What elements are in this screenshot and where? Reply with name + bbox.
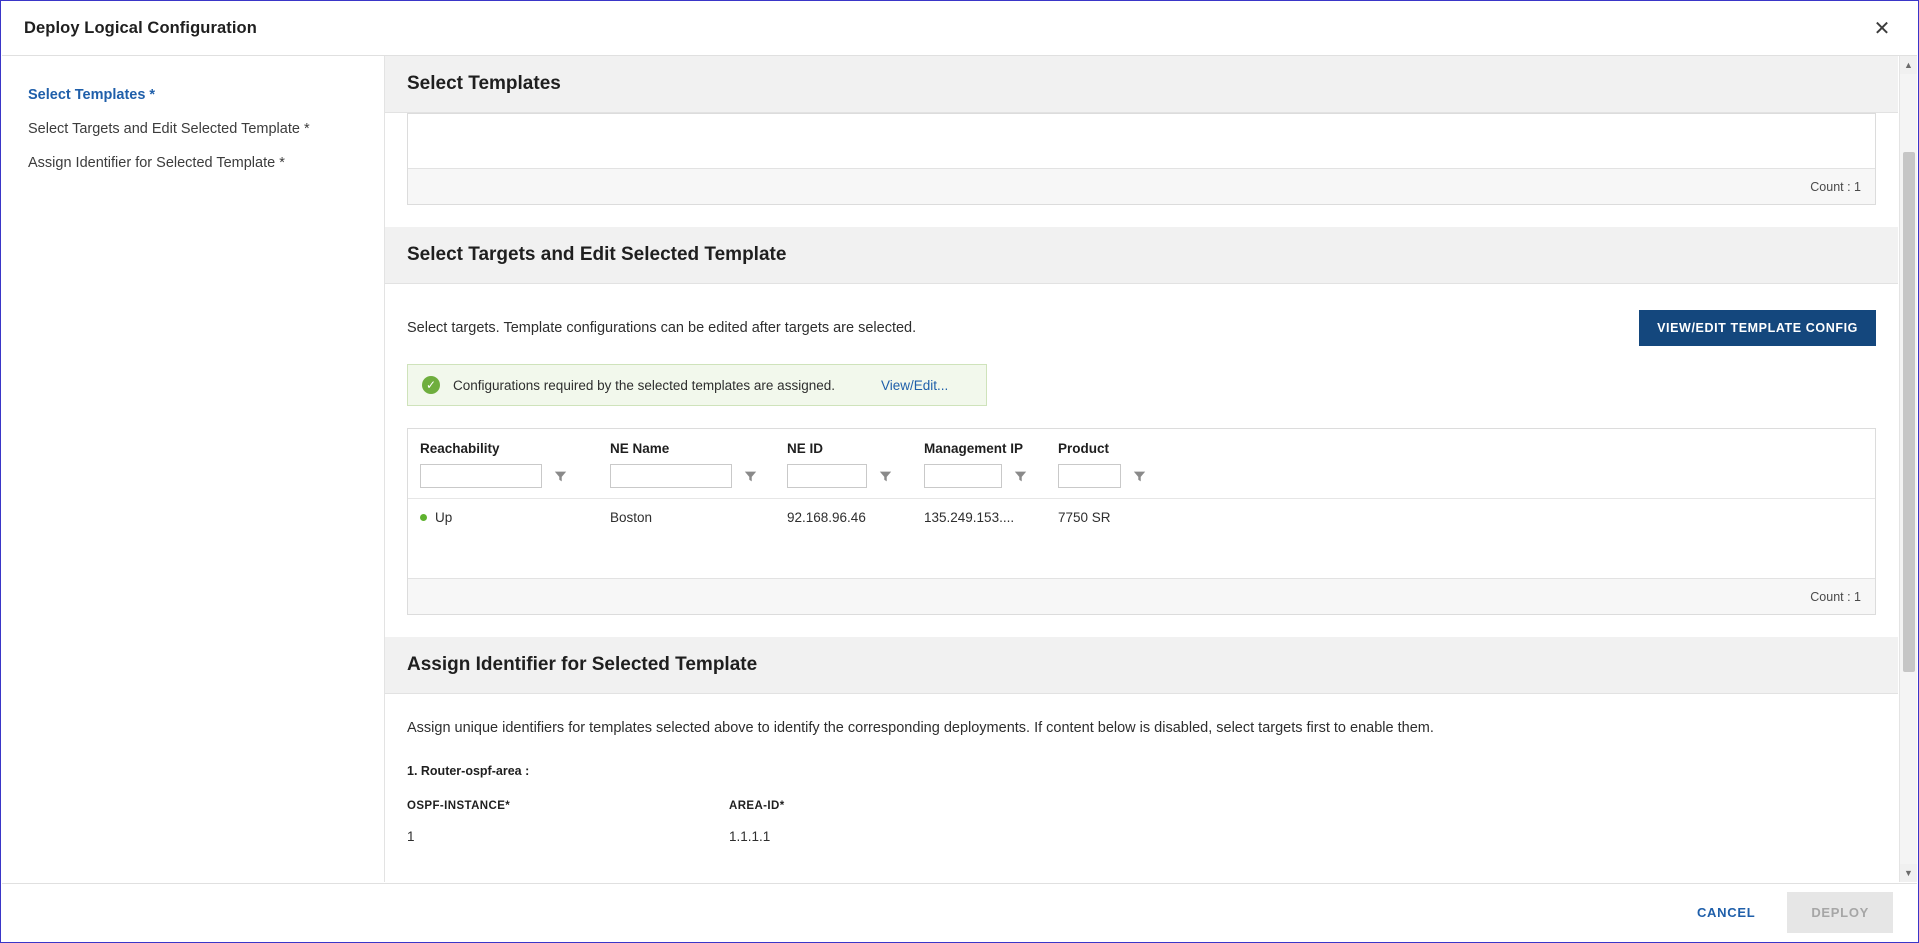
templates-table-body bbox=[408, 114, 1875, 168]
field-label-ospf-instance: OSPF-INSTANCE* bbox=[407, 800, 511, 812]
alert-message: Configurations required by the selected templates are assigned. bbox=[453, 377, 835, 393]
cell-ne-id: 92.168.96.46 bbox=[787, 510, 866, 525]
scrollbar-thumb[interactable] bbox=[1903, 152, 1915, 672]
templates-table bbox=[407, 113, 1876, 205]
section-divider-1 bbox=[385, 205, 1898, 227]
section-divider-2 bbox=[385, 615, 1898, 637]
targets-description: Select targets. Template configurations can be edited after targets are selected. bbox=[407, 320, 917, 336]
column-header-ne-id: NE ID bbox=[787, 441, 824, 456]
assign-description: Assign unique identifiers for templates selected above to identify the corresponding deployments. If content below is disabled, select targets first to enable them. bbox=[407, 720, 1434, 736]
vertical-scrollbar[interactable] bbox=[1899, 56, 1917, 882]
cell-ne-name: Boston bbox=[610, 510, 653, 525]
check-circle-icon: ✓ bbox=[422, 376, 440, 394]
filter-input-management-ip[interactable] bbox=[924, 464, 1002, 488]
config-assigned-alert bbox=[407, 364, 987, 406]
assign-field-row bbox=[407, 800, 1876, 844]
view-edit-template-config-button[interactable]: VIEW/EDIT TEMPLATE CONFIG bbox=[1639, 310, 1876, 346]
field-value-area-id[interactable]: 1.1.1.1 bbox=[729, 829, 771, 844]
sidebar-item-select-targets[interactable]: Select Targets and Edit Selected Template * bbox=[28, 121, 310, 137]
filter-input-ne-id[interactable] bbox=[787, 464, 867, 488]
wizard-content bbox=[385, 56, 1898, 882]
status-badge: Up bbox=[435, 510, 453, 525]
scroll-up-arrow-icon[interactable]: ▲ bbox=[1900, 56, 1917, 74]
filter-input-product[interactable] bbox=[1058, 464, 1121, 488]
funnel-icon[interactable] bbox=[1133, 470, 1146, 483]
cell-management-ip: 135.249.153.... bbox=[924, 510, 1015, 525]
assign-identifier-body bbox=[385, 694, 1898, 844]
dialog-header bbox=[2, 2, 1917, 56]
filter-input-ne-name[interactable] bbox=[610, 464, 732, 488]
sidebar-item-assign-identifier[interactable]: Assign Identifier for Selected Template * bbox=[28, 155, 285, 171]
targets-action-row bbox=[407, 284, 1876, 360]
funnel-icon[interactable] bbox=[1014, 470, 1027, 483]
scroll-down-arrow-icon[interactable]: ▼ bbox=[1900, 864, 1917, 882]
dialog-footer bbox=[2, 883, 1917, 941]
column-header-management-ip: Management IP bbox=[924, 441, 1024, 456]
funnel-icon[interactable] bbox=[744, 470, 757, 483]
targets-table-filter-row bbox=[408, 456, 1875, 499]
templates-table-footer bbox=[408, 168, 1875, 204]
field-area-id bbox=[729, 800, 1051, 844]
field-value-ospf-instance[interactable]: 1 bbox=[407, 829, 415, 844]
targets-table-footer bbox=[408, 578, 1875, 614]
column-header-ne-name: NE Name bbox=[610, 441, 670, 456]
targets-table bbox=[407, 428, 1876, 615]
field-label-area-id: AREA-ID* bbox=[729, 800, 785, 812]
targets-table-empty-space bbox=[408, 536, 1875, 578]
assign-template-item-title: 1. Router-ospf-area : bbox=[407, 764, 530, 778]
funnel-icon[interactable] bbox=[879, 470, 892, 483]
column-header-product: Product bbox=[1058, 441, 1110, 456]
templates-count-label: Count : 1 bbox=[1810, 179, 1861, 194]
field-ospf-instance bbox=[407, 800, 729, 844]
section-header-select-targets: Select Targets and Edit Selected Template bbox=[385, 227, 1898, 284]
column-header-reachability: Reachability bbox=[420, 441, 500, 456]
funnel-icon[interactable] bbox=[554, 470, 567, 483]
sidebar-item-select-templates[interactable]: Select Templates * bbox=[28, 87, 156, 103]
alert-view-edit-link[interactable]: View/Edit... bbox=[880, 377, 949, 393]
targets-table-header bbox=[408, 429, 1875, 456]
cancel-button[interactable]: CANCEL bbox=[1691, 904, 1761, 921]
targets-count-label: Count : 1 bbox=[1810, 589, 1861, 604]
status-dot-icon bbox=[420, 514, 427, 521]
section-header-select-templates: Select Templates bbox=[385, 56, 1898, 113]
cell-reachability bbox=[408, 510, 598, 525]
select-targets-body bbox=[385, 284, 1898, 615]
table-row[interactable] bbox=[408, 499, 1875, 536]
wizard-step-nav bbox=[2, 56, 385, 882]
close-icon[interactable]: ✕ bbox=[1873, 17, 1891, 40]
page-title: Deploy Logical Configuration bbox=[24, 19, 257, 37]
deploy-button[interactable]: DEPLOY bbox=[1787, 892, 1893, 933]
cell-product: 7750 SR bbox=[1058, 510, 1111, 525]
section-header-assign-identifier: Assign Identifier for Selected Template bbox=[385, 637, 1898, 694]
filter-input-reachability[interactable] bbox=[420, 464, 542, 488]
